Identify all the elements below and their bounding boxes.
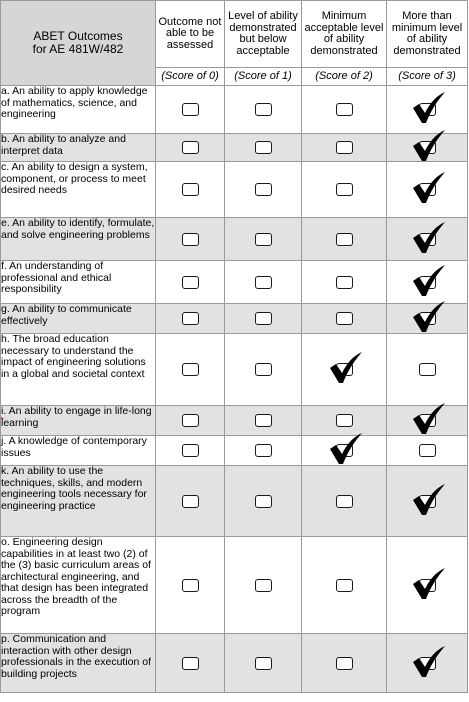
- checkbox-wrapper: [182, 103, 199, 116]
- checkbox-icon[interactable]: [419, 141, 436, 154]
- checkbox-icon[interactable]: [336, 363, 353, 376]
- checkbox-icon[interactable]: [419, 312, 436, 325]
- score-cell-2: [302, 261, 387, 304]
- checkbox-icon[interactable]: [336, 444, 353, 457]
- outcome-text: e. An ability to identify, formulate, and solve engineering problems: [1, 217, 155, 241]
- outcome-text: p. Communication and interaction with other design professionals in the execution of building projects: [1, 633, 152, 680]
- score-cell-3: [387, 261, 468, 304]
- checkbox-icon[interactable]: [255, 103, 272, 116]
- score-cell-0: [156, 406, 225, 436]
- checkbox-icon[interactable]: [182, 495, 199, 508]
- checkbox-wrapper: [255, 495, 272, 508]
- score-cell-3: [387, 134, 468, 162]
- title-line-2: for AE 481W/482: [32, 42, 124, 56]
- score-cell-3: [387, 537, 468, 634]
- checkbox-icon[interactable]: [182, 312, 199, 325]
- checkbox-icon[interactable]: [336, 233, 353, 246]
- checkbox-icon[interactable]: [255, 183, 272, 196]
- score-cell-3: [387, 406, 468, 436]
- outcome-text: k. An ability to use the techniques, skills, and modern engineering tools necessary for engineering practice: [1, 465, 147, 512]
- checkbox-icon[interactable]: [419, 444, 436, 457]
- outcome-row-k: [1, 466, 468, 537]
- checkbox-icon[interactable]: [255, 495, 272, 508]
- level-header-3: More than minimum level of ability demonstrated: [387, 1, 468, 68]
- score-cell-0: [156, 86, 225, 134]
- score-cell-1: [225, 334, 302, 406]
- checkbox-wrapper: [182, 233, 199, 246]
- outcome-description: [1, 334, 156, 406]
- score-cell-3: [387, 304, 468, 334]
- checkbox-icon[interactable]: [182, 414, 199, 427]
- score-cell-0: [156, 466, 225, 537]
- checkbox-icon[interactable]: [255, 312, 272, 325]
- checkbox-icon[interactable]: [336, 183, 353, 196]
- checkbox-icon[interactable]: [182, 233, 199, 246]
- checkbox-icon[interactable]: [255, 657, 272, 670]
- checkbox-wrapper: [255, 363, 272, 376]
- outcome-row-i: [1, 406, 468, 436]
- checkbox-icon[interactable]: [255, 233, 272, 246]
- score-cell-0: [156, 134, 225, 162]
- checkbox-icon[interactable]: [336, 657, 353, 670]
- checkbox-wrapper: [419, 141, 436, 154]
- score-cell-2: [302, 406, 387, 436]
- checkbox-wrapper: [255, 444, 272, 457]
- checkbox-icon[interactable]: [182, 363, 199, 376]
- checkbox-icon[interactable]: [419, 363, 436, 376]
- outcome-row-g: [1, 304, 468, 334]
- score-cell-3: [387, 86, 468, 134]
- checkbox-icon[interactable]: [419, 495, 436, 508]
- score-cell-2: [302, 466, 387, 537]
- outcome-row-j: [1, 436, 468, 466]
- checkbox-wrapper: [182, 657, 199, 670]
- checkbox-wrapper: [336, 141, 353, 154]
- outcome-text: o. Engineering design capabilities in at least two (2) of the (3) basic curriculum areas of architectural engineering, and that design has been integrated across the breadth of the program: [1, 536, 151, 617]
- score-cell-0: [156, 634, 225, 693]
- checkbox-wrapper: [419, 414, 436, 427]
- checkbox-wrapper: [255, 103, 272, 116]
- checkbox-wrapper: [336, 444, 353, 457]
- checkbox-wrapper: [419, 276, 436, 289]
- checkbox-wrapper: [182, 363, 199, 376]
- checkbox-wrapper: [255, 579, 272, 592]
- checkbox-icon[interactable]: [255, 414, 272, 427]
- level-header-0: Outcome not able to be assessed: [156, 1, 225, 68]
- score-cell-1: [225, 634, 302, 693]
- score-cell-2: [302, 436, 387, 466]
- outcome-row-e: [1, 218, 468, 261]
- checkbox-wrapper: [336, 414, 353, 427]
- score-cell-1: [225, 537, 302, 634]
- checkbox-icon[interactable]: [336, 312, 353, 325]
- score-cell-2: [302, 162, 387, 218]
- checkbox-wrapper: [182, 141, 199, 154]
- checkbox-wrapper: [419, 183, 436, 196]
- checkbox-icon[interactable]: [182, 103, 199, 116]
- checkbox-wrapper: [182, 276, 199, 289]
- checkbox-wrapper: [336, 233, 353, 246]
- checkbox-icon[interactable]: [182, 183, 199, 196]
- outcome-text: f. An understanding of professional and ethical responsibility: [1, 260, 112, 295]
- score-cell-3: [387, 466, 468, 537]
- checkbox-wrapper: [255, 183, 272, 196]
- checkbox-icon[interactable]: [336, 495, 353, 508]
- checkbox-wrapper: [182, 579, 199, 592]
- outcome-text: a. An ability to apply knowledge of mathematics, science, and engineering: [1, 85, 148, 120]
- checkbox-icon[interactable]: [419, 103, 436, 116]
- checkbox-icon[interactable]: [182, 657, 199, 670]
- table-title: [1, 1, 156, 86]
- checkbox-wrapper: [336, 579, 353, 592]
- checkbox-wrapper: [255, 312, 272, 325]
- checkbox-icon[interactable]: [419, 579, 436, 592]
- outcome-row-o: [1, 537, 468, 634]
- checkbox-wrapper: [255, 414, 272, 427]
- outcome-text: b. An ability to analyze and interpret data: [1, 133, 126, 157]
- checkbox-icon[interactable]: [255, 141, 272, 154]
- checkbox-icon[interactable]: [336, 103, 353, 116]
- score-cell-2: [302, 218, 387, 261]
- outcome-description: [1, 86, 156, 134]
- score-cell-1: [225, 406, 302, 436]
- checkbox-wrapper: [182, 414, 199, 427]
- checkbox-wrapper: [419, 233, 436, 246]
- level-header-2: Minimum acceptable level of ability demonstrated: [302, 1, 387, 68]
- checkbox-icon[interactable]: [336, 276, 353, 289]
- checkbox-wrapper: [336, 657, 353, 670]
- checkbox-icon[interactable]: [419, 233, 436, 246]
- score-cell-1: [225, 304, 302, 334]
- checkbox-wrapper: [336, 363, 353, 376]
- score-cell-0: [156, 537, 225, 634]
- checkbox-wrapper: [255, 657, 272, 670]
- checkbox-icon[interactable]: [336, 141, 353, 154]
- checkbox-wrapper: [419, 363, 436, 376]
- checkbox-icon[interactable]: [182, 444, 199, 457]
- score-label-2: (Score of 2): [302, 68, 387, 86]
- outcome-text: j. A knowledge of contemporary issues: [1, 435, 147, 459]
- outcome-description: [1, 218, 156, 261]
- checkbox-wrapper: [182, 444, 199, 457]
- outcome-row-f: [1, 261, 468, 304]
- title-line-1: ABET Outcomes: [33, 29, 123, 43]
- checkbox-icon[interactable]: [336, 579, 353, 592]
- checkbox-icon[interactable]: [419, 276, 436, 289]
- score-cell-2: [302, 334, 387, 406]
- outcome-text: h. The broad education necessary to understand the impact of engineering solutions in a global and societal context: [1, 333, 146, 380]
- score-label-0: (Score of 0): [156, 68, 225, 86]
- score-cell-1: [225, 218, 302, 261]
- score-cell-1: [225, 261, 302, 304]
- checkbox-wrapper: [255, 233, 272, 246]
- score-cell-0: [156, 334, 225, 406]
- outcome-description: [1, 304, 156, 334]
- checkbox-wrapper: [419, 579, 436, 592]
- checkbox-icon[interactable]: [255, 276, 272, 289]
- outcome-description: [1, 634, 156, 693]
- checkbox-icon[interactable]: [182, 276, 199, 289]
- outcome-description: [1, 537, 156, 634]
- outcome-row-b: [1, 134, 468, 162]
- score-cell-2: [302, 86, 387, 134]
- level-header-1: Level of ability demonstrated but below acceptable: [225, 1, 302, 68]
- score-cell-1: [225, 466, 302, 537]
- score-cell-1: [225, 162, 302, 218]
- checkbox-wrapper: [336, 495, 353, 508]
- score-cell-3: [387, 218, 468, 261]
- checkbox-wrapper: [336, 103, 353, 116]
- checkbox-wrapper: [336, 312, 353, 325]
- checkbox-icon[interactable]: [419, 183, 436, 196]
- checkbox-wrapper: [182, 312, 199, 325]
- score-cell-2: [302, 304, 387, 334]
- outcome-description: [1, 261, 156, 304]
- checkbox-icon[interactable]: [255, 363, 272, 376]
- score-cell-2: [302, 537, 387, 634]
- outcome-description: [1, 162, 156, 218]
- checkbox-wrapper: [182, 183, 199, 196]
- checkbox-icon[interactable]: [255, 579, 272, 592]
- checkbox-wrapper: [419, 103, 436, 116]
- score-cell-3: [387, 436, 468, 466]
- score-cell-2: [302, 634, 387, 693]
- outcome-text: . An ability to engage in life-long learning: [1, 405, 152, 429]
- score-cell-1: [225, 436, 302, 466]
- score-cell-0: [156, 436, 225, 466]
- outcome-row-a: [1, 86, 468, 134]
- checkbox-icon[interactable]: [182, 141, 199, 154]
- checkbox-wrapper: [419, 312, 436, 325]
- checkbox-wrapper: [182, 495, 199, 508]
- score-cell-0: [156, 261, 225, 304]
- outcome-description: [1, 134, 156, 162]
- checkbox-wrapper: [255, 141, 272, 154]
- checkbox-wrapper: [336, 183, 353, 196]
- outcome-description: [1, 436, 156, 466]
- score-cell-2: [302, 134, 387, 162]
- header-row: [1, 1, 468, 68]
- score-cell-3: [387, 162, 468, 218]
- score-cell-1: [225, 134, 302, 162]
- score-cell-0: [156, 218, 225, 261]
- checkbox-icon[interactable]: [182, 579, 199, 592]
- outcome-text: c. An ability to design a system, component, or process to meet desired needs: [1, 161, 148, 196]
- checkbox-wrapper: [419, 657, 436, 670]
- outcome-row-c: [1, 162, 468, 218]
- score-cell-3: [387, 634, 468, 693]
- outcome-row-p: [1, 634, 468, 693]
- checkbox-icon[interactable]: [419, 414, 436, 427]
- score-label-3: (Score of 3): [387, 68, 468, 86]
- outcome-row-h: [1, 334, 468, 406]
- checkbox-wrapper: [255, 276, 272, 289]
- checkbox-icon[interactable]: [255, 444, 272, 457]
- checkbox-icon[interactable]: [336, 414, 353, 427]
- outcome-prefix: i: [1, 405, 4, 417]
- checkbox-wrapper: [336, 276, 353, 289]
- checkbox-wrapper: [419, 495, 436, 508]
- score-label-1: (Score of 1): [225, 68, 302, 86]
- outcome-description: [1, 466, 156, 537]
- outcome-description: [1, 406, 156, 436]
- outcome-rows: [1, 86, 468, 693]
- checkbox-wrapper: [419, 444, 436, 457]
- outcome-text: g. An ability to communicate effectively: [1, 303, 132, 327]
- score-cell-1: [225, 86, 302, 134]
- score-cell-0: [156, 162, 225, 218]
- score-cell-3: [387, 334, 468, 406]
- score-cell-0: [156, 304, 225, 334]
- checkbox-icon[interactable]: [419, 657, 436, 670]
